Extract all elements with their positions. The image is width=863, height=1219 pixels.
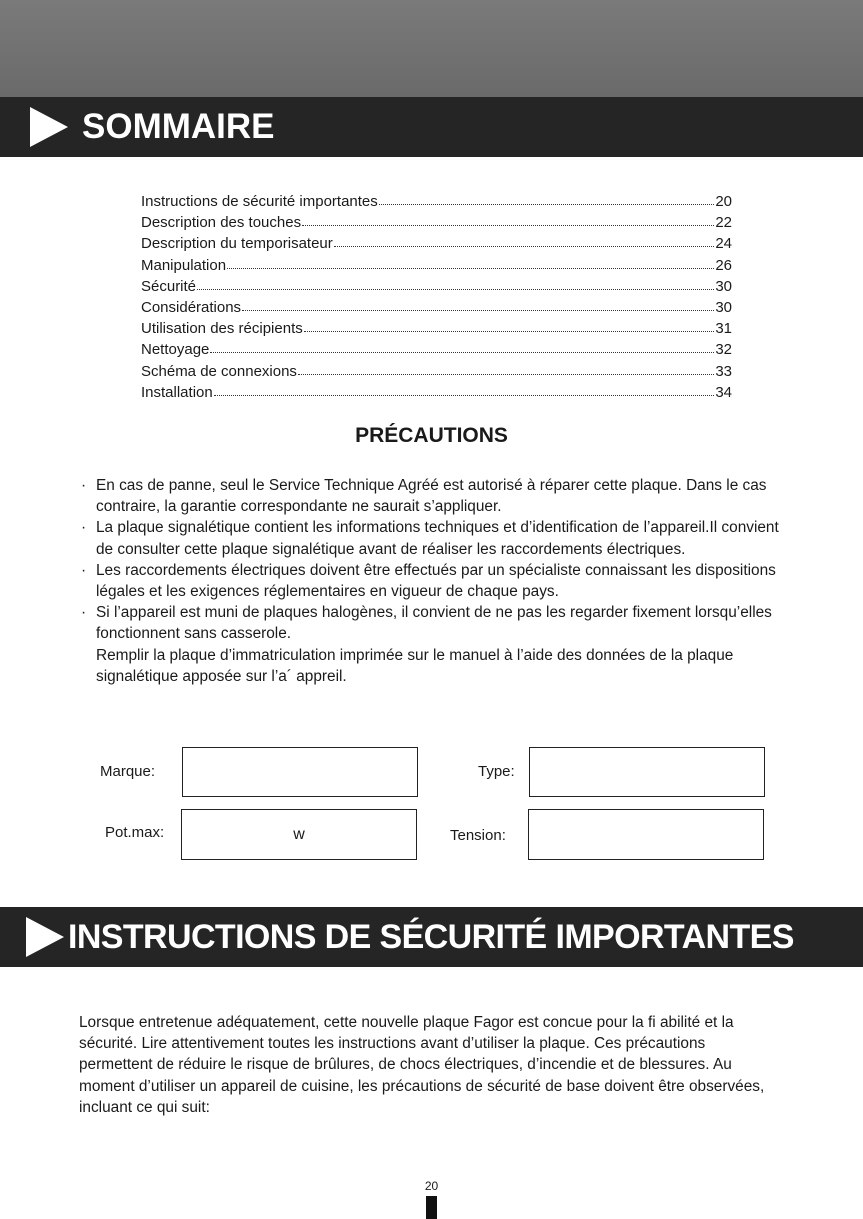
bullet-icon: · — [81, 561, 87, 579]
toc-page: 22 — [715, 214, 732, 232]
section-bar-safety — [0, 907, 863, 967]
toc-row — [141, 255, 732, 276]
list-item-text: Si l’appareil est muni de plaques halogènes, il convient de ne pas les regarder fixement lorsqu’elles fonctionnent sans casserole. — [96, 604, 772, 643]
pot-max-label: Pot.max: — [105, 824, 165, 841]
toc-leader-dots — [227, 257, 714, 269]
list-item — [78, 475, 788, 517]
list-item — [78, 560, 788, 602]
safety-intro: Lorsque entretenue adéquatement, cette nouvelle plaque Fagor est concue pour la fi abilité et la sécurité. Lire attentivement toutes les instructions avant d’utiliser la plaque. Ces précautions permettent de réduire le risque de brûlures, de chocs électriques, d’incendie et de blessures. Au moment d’utiliser un appareil de cuisine, les précautions de sécurité de base doivent être observées, incluant ce qui suit: — [79, 1014, 765, 1116]
precautions-note: Remplir la plaque d’immatriculation imprimée sur le manuel à l’aide des données de la plaque signalétique apposée sur l’a´ appreil. — [96, 646, 734, 685]
list-item — [78, 517, 788, 559]
toc-leader-dots — [210, 341, 714, 353]
toc-leader-dots — [379, 193, 715, 205]
toc-page: 32 — [715, 341, 732, 359]
toc-row — [141, 318, 732, 339]
precautions-list — [78, 475, 788, 687]
tension-field[interactable] — [528, 809, 764, 860]
toc-row — [141, 297, 732, 318]
toc-label: Instructions de sécurité importantes — [141, 193, 378, 210]
toc-page: 30 — [715, 298, 732, 316]
bullet-icon: · — [81, 519, 87, 537]
marque-label: Marque: — [100, 763, 156, 780]
toc-label: Nettoyage — [141, 341, 210, 359]
toc-label: Sécurité — [141, 277, 197, 295]
toc-label: Considérations — [141, 298, 242, 316]
toc-label: Manipulation — [141, 256, 227, 274]
table-of-contents — [141, 191, 732, 403]
toc-label: Description du temporisateur — [141, 235, 333, 253]
toc-label: Utilisation des récipients — [141, 320, 303, 338]
toc-label: Description des touches — [141, 214, 302, 232]
toc-page: 33 — [715, 362, 732, 380]
toc-page: 31 — [715, 320, 732, 338]
list-item-text: En cas de panne, seul le Service Technique Agréé est autorisé à réparer cette plaque. Dans le cas contraire, la garantie correspondante ne saurait s’appliquer. — [96, 477, 767, 516]
pot-max-unit: w — [293, 826, 305, 843]
toc-label: Installation — [141, 383, 213, 401]
type-field[interactable] — [529, 747, 765, 797]
bullet-icon: · — [81, 604, 87, 622]
toc-row — [141, 339, 732, 360]
toc-leader-dots — [334, 235, 715, 247]
page-number: 20 — [424, 1179, 439, 1193]
list-item-text: La plaque signalétique contient les informations techniques et d’identification de l’appareil.Il convient de consulter cette plaque signalétique avant de réaliser les raccordements électriques. — [96, 519, 779, 558]
arrow-right-icon — [26, 917, 64, 957]
toc-row — [141, 233, 732, 254]
section-bar-sommaire — [0, 97, 863, 157]
toc-page: 30 — [715, 277, 732, 295]
pot-max-field[interactable] — [181, 809, 417, 860]
header-band — [0, 0, 863, 97]
section-title: SOMMAIRE — [82, 107, 275, 146]
list-item-text: Les raccordements électriques doivent être effectués par un spécialiste connaissant les dispositions légales et les exigences réglementaires en vigueur de chaque pays. — [96, 561, 776, 601]
toc-leader-dots — [197, 278, 714, 290]
toc-row — [141, 212, 732, 233]
precautions-title: PRÉCAUTIONS — [355, 424, 508, 447]
type-label: Type: — [478, 763, 515, 780]
toc-leader-dots — [302, 214, 714, 226]
list-item — [78, 602, 788, 644]
toc-page: 20 — [715, 193, 732, 210]
toc-row — [141, 361, 732, 382]
toc-leader-dots — [214, 384, 715, 396]
section-title: INSTRUCTIONS DE SÉCURITÉ IMPORTANTES — [68, 918, 794, 956]
toc-row — [141, 382, 732, 403]
toc-leader-dots — [242, 299, 714, 311]
toc-page: 24 — [715, 235, 732, 253]
toc-page: 34 — [715, 383, 732, 401]
arrow-right-icon — [30, 107, 68, 147]
marque-field[interactable] — [182, 747, 418, 797]
toc-leader-dots — [304, 320, 715, 332]
toc-row — [141, 276, 732, 297]
toc-row — [141, 191, 732, 212]
bullet-icon: · — [81, 477, 87, 494]
tension-label: Tension: — [450, 827, 506, 844]
toc-label: Schéma de connexions — [141, 362, 297, 380]
page-tab-marker — [426, 1196, 437, 1219]
toc-page: 26 — [715, 256, 732, 274]
toc-leader-dots — [298, 363, 714, 375]
